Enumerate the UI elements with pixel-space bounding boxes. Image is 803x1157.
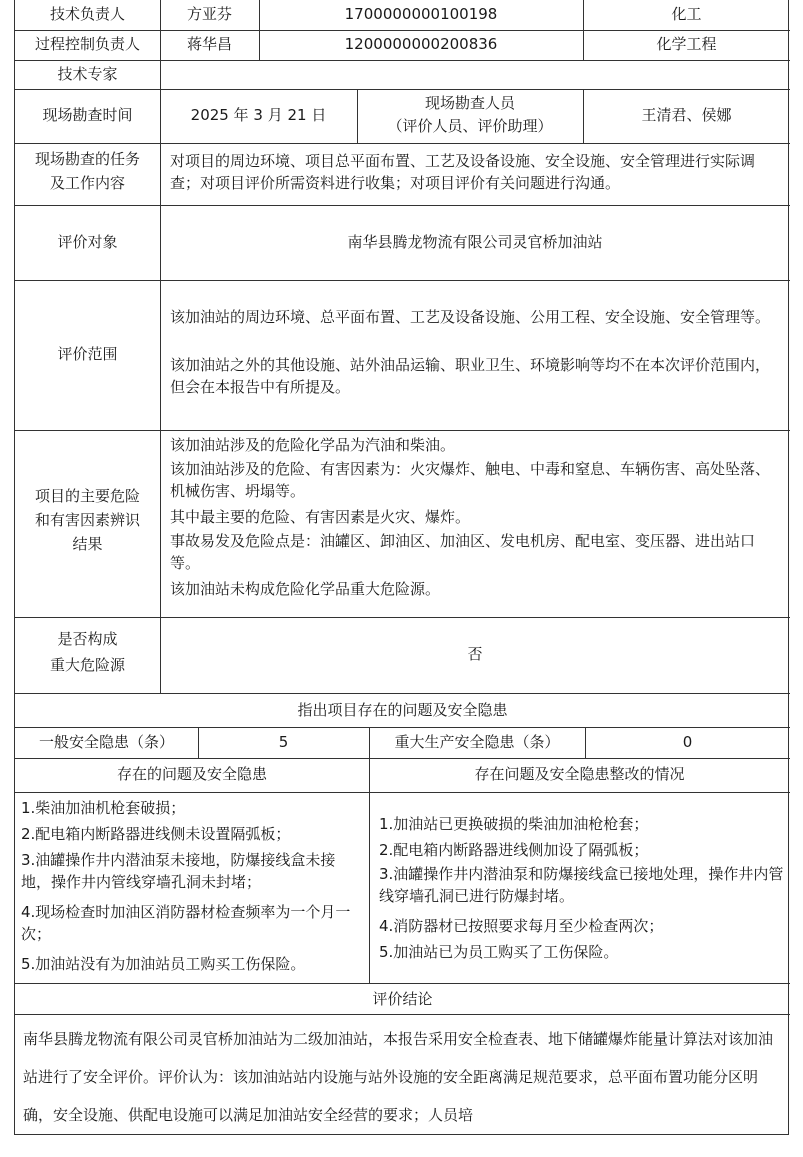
hazard-paragraph-2: 该加油站涉及的危险、有害因素为：火灾爆炸、触电、中毒和窒息、车辆伤害、高处坠落、机械伤害、坍塌等。 xyxy=(170,460,771,500)
hazard-paragraph-3: 其中最主要的危险、有害因素是火灾、爆炸。 xyxy=(170,508,471,526)
conclusion-text: 南华县腾龙物流有限公司灵官桥加油站为二级加油站，本报告采用安全检查表、地下储罐爆炸能量计算法对该加油站进行了安全评价。评价认为：该加油站站内设施与站外设施的安全距离满足规范要求，总平面布置功能分区明确，安全设施、供配电设施可以满足加油站安全经营的要求；人员培 xyxy=(23,1030,774,1124)
issues-right-title: 存在问题及安全隐患整改的情况 xyxy=(474,765,685,783)
row-divider xyxy=(15,205,790,206)
rectification-item: 5.加油站已为员工购买了工伤保险。 xyxy=(379,943,619,961)
row-divider xyxy=(15,792,790,793)
hazard-paragraph-5: 该加油站未构成危险化学品重大危险源。 xyxy=(170,580,441,598)
major-source-value: 否 xyxy=(467,645,483,663)
issue-item: 5.加油站没有为加油站员工购买工伤保险。 xyxy=(21,955,306,973)
row-divider xyxy=(15,617,790,618)
object-label: 评价对象 xyxy=(57,233,118,251)
tech-lead-id: 1700000000100198 xyxy=(344,5,498,23)
hazard-label-line3: 结果 xyxy=(72,535,103,553)
rectification-item: 4.消防器材已按照要求每月至少检查两次； xyxy=(379,917,664,935)
expert-label: 技术专家 xyxy=(57,65,118,83)
row-divider xyxy=(15,143,790,144)
hazard-label-line2: 和有害因素辨识 xyxy=(34,511,140,529)
tech-lead-major: 化工 xyxy=(671,5,702,23)
tech-lead-name: 方亚芬 xyxy=(186,5,232,23)
hazard-paragraph-1: 该加油站涉及的危险化学品为汽油和柴油。 xyxy=(170,436,456,454)
issue-item: 4.现场检查时加油区消防器材检查频率为一个月一次； xyxy=(21,903,351,943)
issue-item: 2.配电箱内断路器进线侧未设置隔弧板； xyxy=(21,825,291,843)
tech-lead-label: 技术负责人 xyxy=(49,5,125,23)
row-divider xyxy=(15,60,790,61)
task-label-line1: 现场勘查的任务 xyxy=(34,150,140,168)
issues-header: 指出项目存在的问题及安全隐患 xyxy=(297,701,508,719)
hazard-label-line1: 项目的主要危险 xyxy=(34,487,140,505)
process-lead-major: 化学工程 xyxy=(656,35,717,53)
survey-time-label: 现场勘查时间 xyxy=(42,106,133,124)
issue-item: 1.柴油加油机枪套破损； xyxy=(21,799,186,817)
survey-staff-sublabel: （评价人员、评价助理） xyxy=(387,117,553,135)
process-lead-id: 1200000000200836 xyxy=(344,35,498,53)
scope-paragraph-2: 该加油站之外的其他设施、站外油品运输、职业卫生、环境影响等均不在本次评价范围内，但会在本报告中有所提及。 xyxy=(170,356,771,396)
conclusion-title: 评价结论 xyxy=(372,990,433,1008)
task-label-line2: 及工作内容 xyxy=(49,174,125,192)
evaluation-table xyxy=(14,0,789,1135)
row-divider xyxy=(15,30,790,31)
issue-item: 3.油罐操作井内潜油泵未接地，防爆接线盒未接地，操作井内管线穿墙孔洞未封堵； xyxy=(21,851,336,891)
issues-left-title: 存在的问题及安全隐患 xyxy=(116,765,267,783)
object-value: 南华县腾龙物流有限公司灵官桥加油站 xyxy=(347,233,603,251)
row-divider xyxy=(15,1014,790,1015)
general-hazard-count: 5 xyxy=(278,733,289,751)
row-divider xyxy=(15,727,790,728)
rectification-item: 1.加油站已更换破损的柴油加油枪枪套； xyxy=(379,815,649,833)
row-divider xyxy=(15,89,790,90)
survey-staff-value: 王清君、侯娜 xyxy=(641,106,732,124)
col-divider xyxy=(160,0,161,693)
scope-label: 评价范围 xyxy=(57,345,118,363)
row-divider xyxy=(15,430,790,431)
rectification-item: 2.配电箱内断路器进线侧加设了隔弧板； xyxy=(379,841,649,859)
row-divider xyxy=(15,983,790,984)
row-divider xyxy=(15,758,790,759)
major-hazard-count: 0 xyxy=(682,733,693,751)
major-hazard-label: 重大生产安全隐患（条） xyxy=(394,733,560,751)
major-source-label-line2: 重大危险源 xyxy=(49,656,125,674)
general-hazard-label: 一般安全隐患（条） xyxy=(38,733,174,751)
task-text: 对项目的周边环境、项目总平面布置、工艺及设备设施、安全设施、安全管理进行实际调查；对项目评价所需资料进行收集；对项目评价有关问题进行沟通。 xyxy=(170,152,756,192)
major-source-label-line1: 是否构成 xyxy=(57,630,118,648)
process-lead-name: 蒋华昌 xyxy=(186,35,232,53)
row-divider xyxy=(15,280,790,281)
hazard-paragraph-4: 事故易发及危险点是：油罐区、卸油区、加油区、发电机房、配电室、变压器、进出站口等。 xyxy=(170,532,756,572)
scope-paragraph-1: 该加油站的周边环境、总平面布置、工艺及设备设施、公用工程、安全设施、安全管理等。 xyxy=(170,308,771,326)
rectification-item: 3.油罐操作井内潜油泵和防爆接线盒已接地处理，操作井内管线穿墙孔洞已进行防爆封堵。 xyxy=(379,865,784,905)
process-lead-label: 过程控制负责人 xyxy=(34,35,140,53)
row-divider xyxy=(15,693,790,694)
survey-time-value: 2025 年 3 月 21 日 xyxy=(190,106,327,124)
survey-staff-label: 现场勘查人员 xyxy=(424,94,515,112)
